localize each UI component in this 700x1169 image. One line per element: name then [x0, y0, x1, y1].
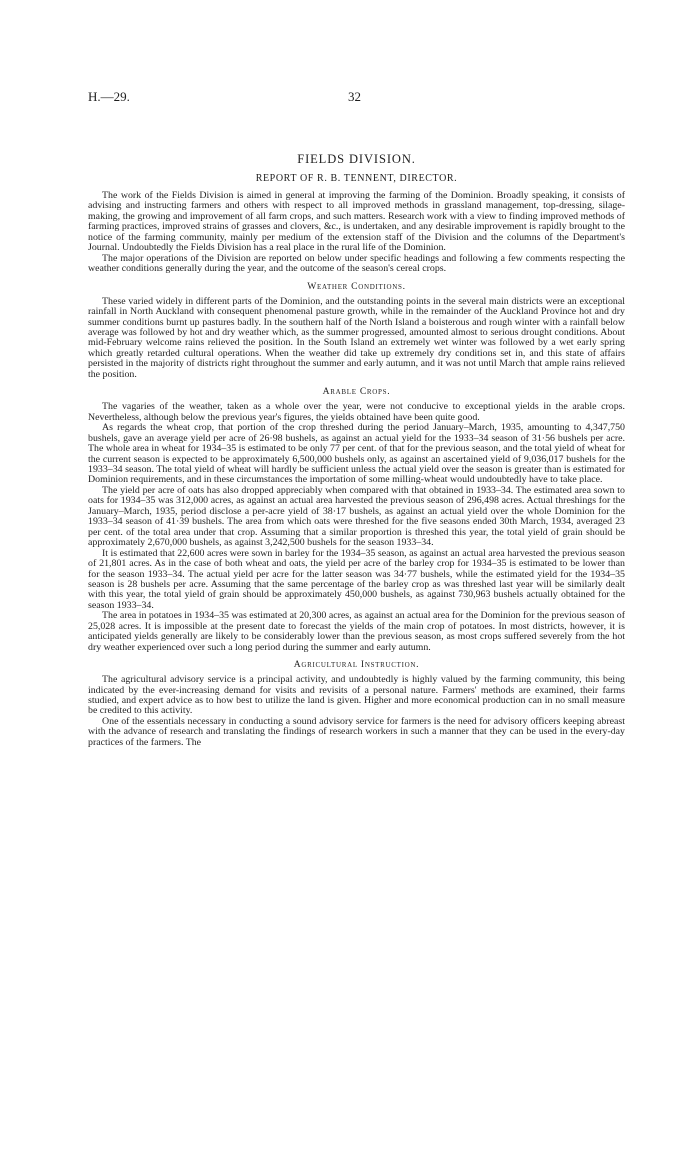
oats-paragraph: The yield per acre of oats has also dropped appreciably when compared with that obtained in 1933–34. The estimated area sown to oats for 1934–35 was 312,000 acres, as against an actual area harvested the previous season of 296,498 acres. Actual threshings for the January–March, 1935, period disclose a per-acre yield of 38·17 bushels, as against an actual yield over the whole Dominion for the 1933–34 season of 41·39 bushels. The area from which oats were threshed for the five seasons ended 30th March, 1934, averaged 23 per cent. of the total area under that crop. Assuming that a similar proportion is threshed this year, the total yield of grain should be approximately 2,670,000 bushels, as against 3,242,500 bushels for the season 1933–34. [88, 484, 625, 549]
potatoes-paragraph: The area in potatoes in 1934–35 was estimated at 20,300 acres, as against an actual area for the Dominion for the previous season of 25,028 acres. It is impossible at the present date to forecast the yields of the main crop of potatoes. In most districts, however, it is anticipated yields generally are likely to be considerably lower than the previous season, as most crops suffered severely from the hot dry weather experienced over such a long period during the summer and early autumn. [88, 610, 625, 653]
instruction-paragraph: One of the essentials necessary in conducting a sound advisory service for farmers is the need for advisory officers keeping abreast with the advance of research and translating the findings of research workers in such a manner that they can be used in the every-day practices of the farmers. The [88, 715, 625, 748]
report-body [88, 152, 625, 748]
intro-paragraph: The work of the Fields Division is aimed in general at improving the farming of the Dominion. Broadly speaking, it consists of advising and instructing farmers and others with respect to all improved methods in grassland management, top-dressing, silage-making, the growing and improvement of all farm crops, and such matters. Research work with a view to finding improved methods of farming practices, improved strains of grasses and clovers, &c., is undertaken, and any desirable improvement is rapidly brought to the notice of the farming community, mainly per medium of the extension staff of the Division and the columns of the Department's Journal. Undoubtedly the Fields Division has a real place in the rural life of the Dominion. [88, 190, 625, 254]
wheat-paragraph: As regards the wheat crop, that portion of the crop threshed during the period January–March, 1935, amounting to 4,347,750 bushels, gave an average yield per acre of 26·98 bushels, as against an actual yield for the 1933–34 season of 31·56 bushels per acre. The whole area in wheat for 1934–35 is estimated to be only 77 per cent. of that for the previous season, and the total yield of wheat for the current season is expected to be approximately 6,500,000 bushels only, as against an ascertained yield of 9,036,017 bushels for the 1933–34 season. The total yield of wheat will hardly be sufficient unless the actual yield over the season is greater than is estimated for Dominion requirements, and in these circumstances the importation of some milling-wheat would undoubtedly have to take place. [88, 422, 625, 486]
weather-paragraph: These varied widely in different parts of the Dominion, and the outstanding points in the several main districts were an exceptional rainfall in North Auckland with consequent phenomenal pasture growth, while in the remainder of the Auckland Province hot and dry summer conditions burnt up pastures badly. In the southern half of the North Island a boisterous and rough winter with a rainfall below average was followed by hot and dry weather which, as the summer progressed, amounted almost to serious drought conditions. About mid-February welcome rains relieved the position. In the South Island an extremely wet winter was followed by a wet early spring which greatly retarded cultural operations. When the weather did take up extremely dry conditions set in, and this state of affairs persisted in the majority of districts right throughout the summer and early autumn, and it was not until March that ample rains relieved the position. [88, 295, 625, 380]
report-subtitle: REPORT OF R. B. TENNENT, DIRECTOR. [255, 173, 458, 184]
page-title: FIELDS DIVISION. [297, 152, 416, 166]
arable-paragraph: The vagaries of the weather, taken as a whole over the year, were not conducive to exceptional yields in the arable crops. Nevertheless, although below the previous year's figures, the yields obtained have been quite good. [88, 401, 625, 423]
instruction-paragraph: The agricultural advisory service is a principal activity, and undoubtedly is highly valued by the farming community, this being indicated by the ever-increasing demand for visits and revisits of a personal nature. Farmers' methods are examined, their farms studied, and expert advice as to how best to utilize the land is given. Higher and more economical production can in no small measure be credited to this activity. [88, 674, 625, 717]
barley-paragraph: It is estimated that 22,600 acres were sown in barley for the 1934–35 season, as against an actual area harvested the previous season of 21,801 acres. As in the case of both wheat and oats, the yield per acre of the barley crop for 1934–35 is estimated to be lower than for the season 1933–34. The actual yield per acre for the latter season was 34·77 bushels, while the estimated yield for the 1934–35 season is 28 bushels per acre. Assuming that the same percentage of the barley crop as was threshed last year will be similarly dealt with this year, the total yield of grain should be approximately 450,000 bushels, as against 730,963 bushels actually obtained for the season 1933–34. [88, 547, 625, 611]
section-heading-arable-crops: Arable Crops. [322, 386, 391, 398]
page-header [88, 89, 628, 105]
intro-paragraph: The major operations of the Division are reported on below under specific headings and following a few comments respecting the weather conditions generally during the year, and the outcome of the season's cereal crops. [88, 252, 625, 275]
section-heading-weather: Weather Conditions. [307, 280, 406, 292]
document-reference: H.—29. [88, 89, 130, 104]
section-heading-agricultural-instruction: Agricultural Instruction. [293, 659, 420, 671]
page-number: 32 [348, 89, 361, 104]
